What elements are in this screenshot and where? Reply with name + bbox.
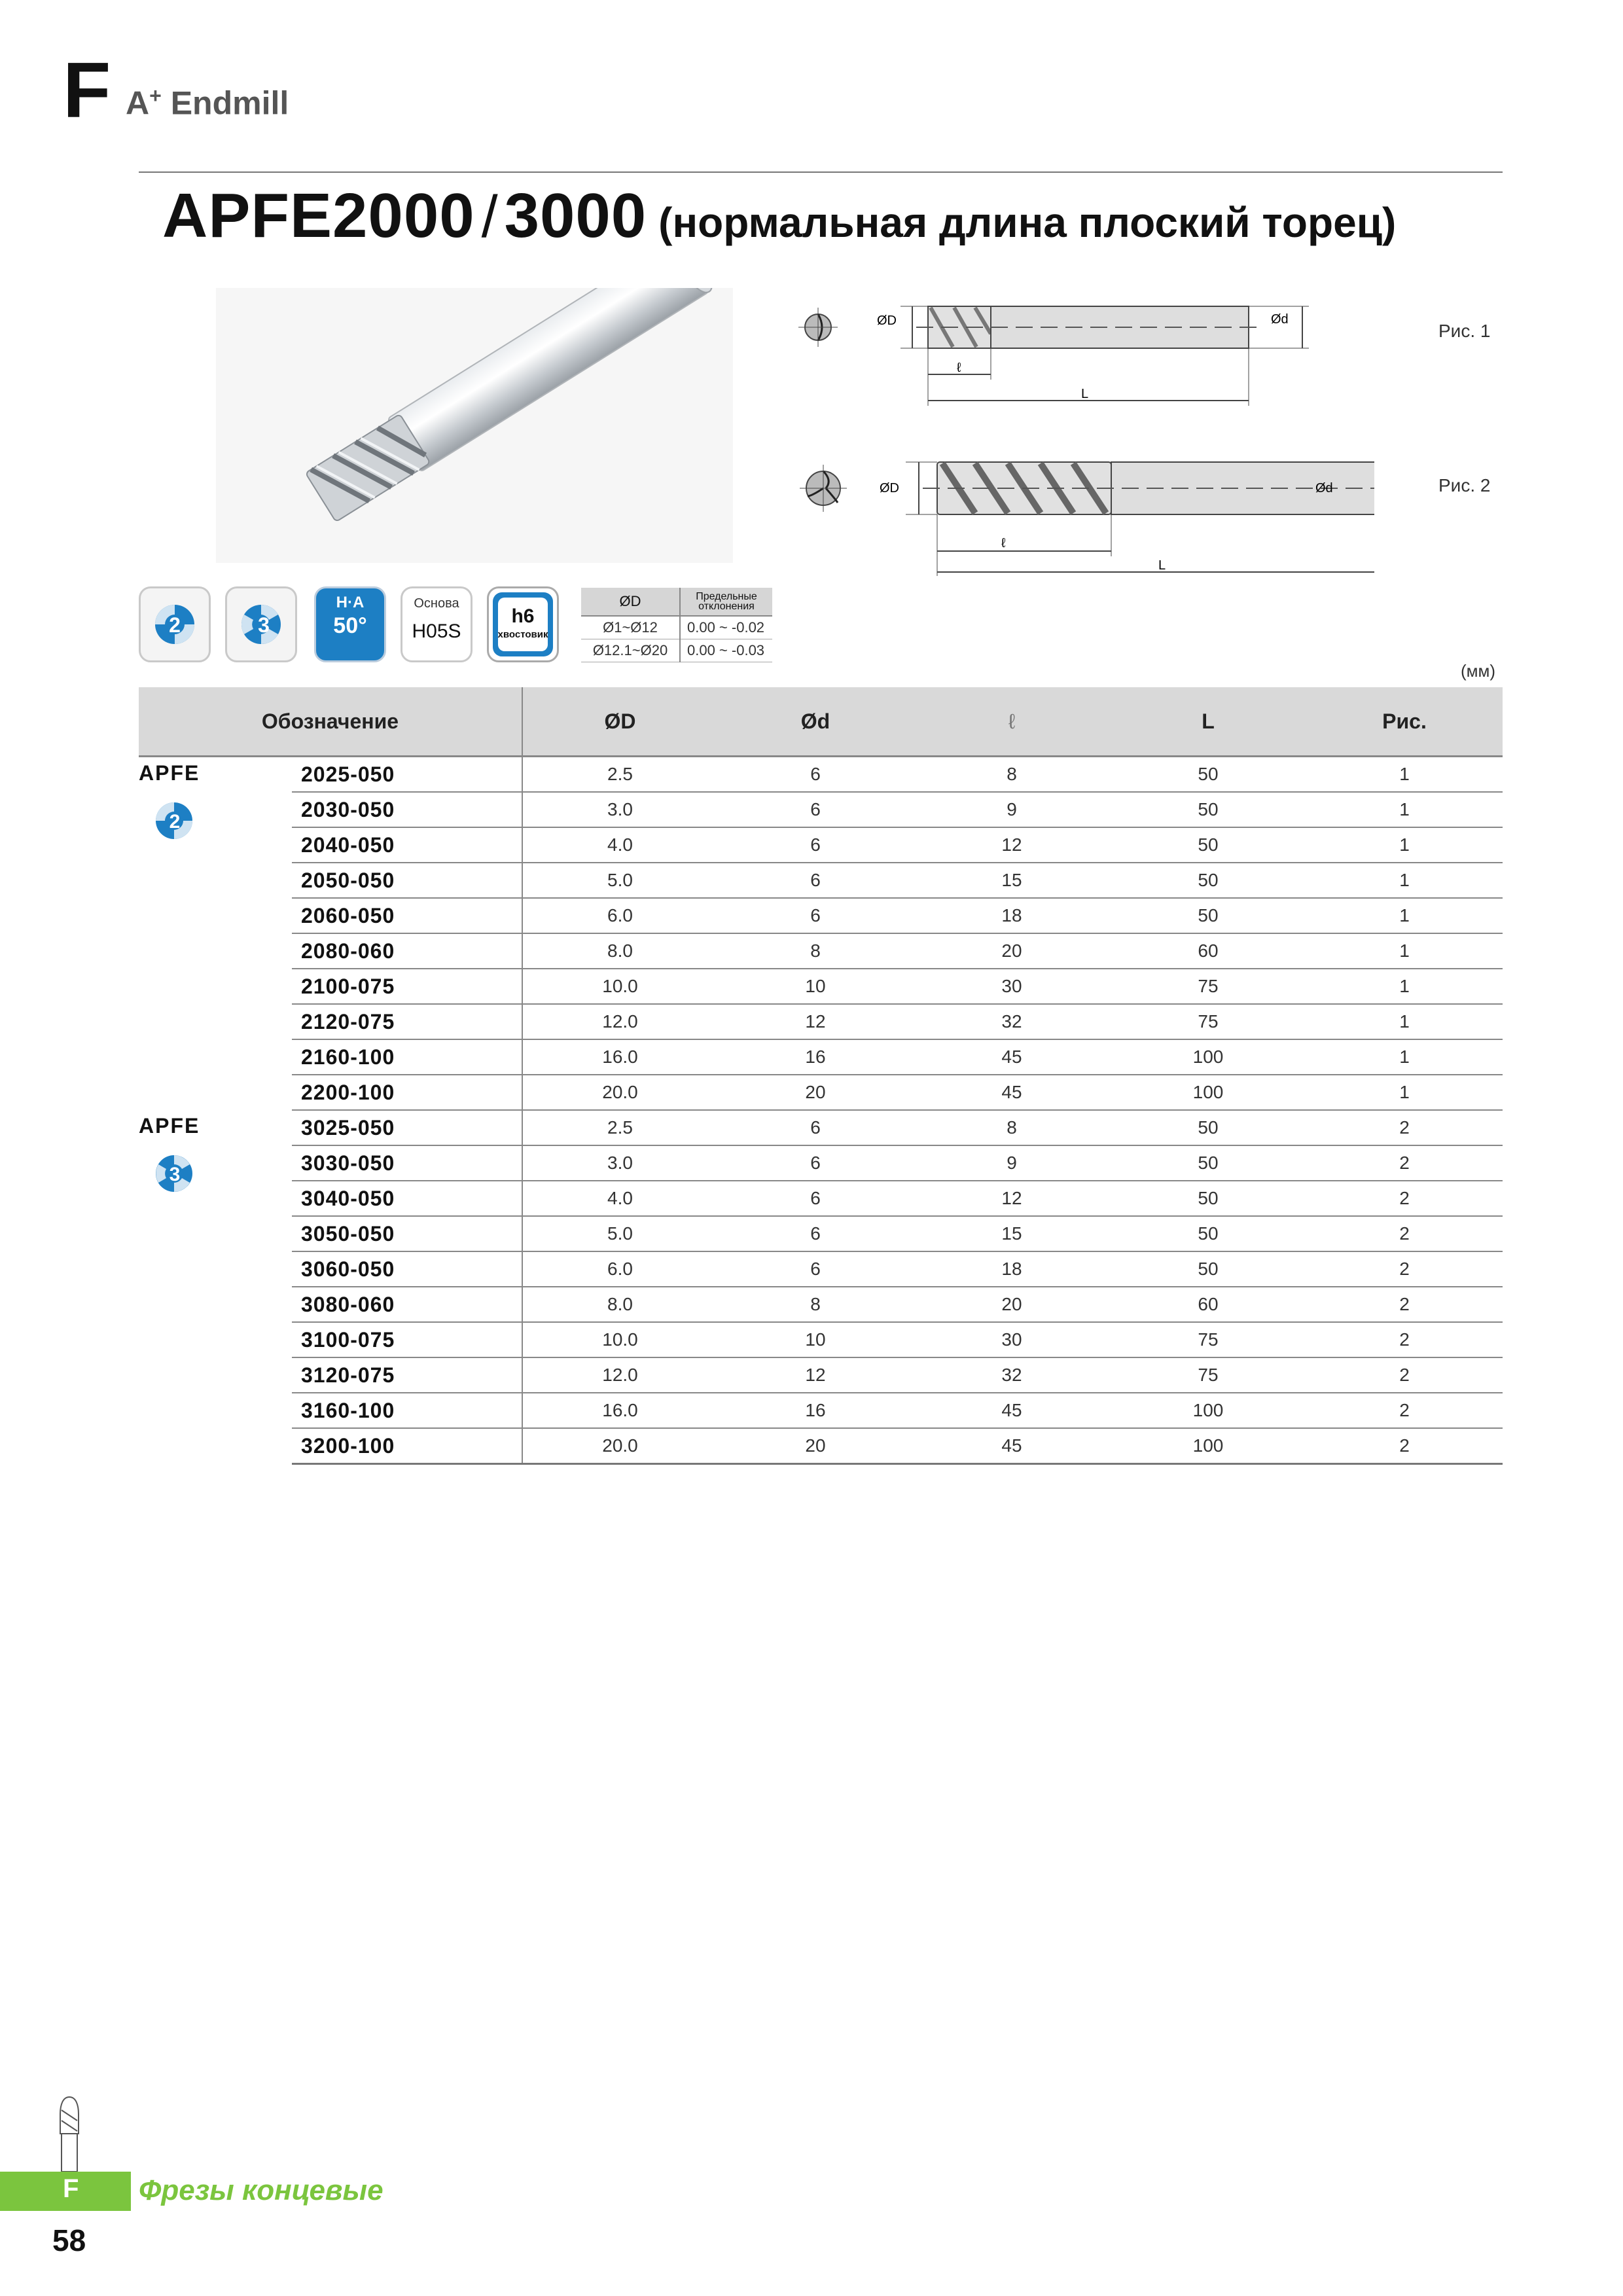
section-name-base: A — [126, 84, 150, 122]
cell-l: 45 — [914, 1039, 1110, 1075]
unit-label: (мм) — [1461, 661, 1496, 681]
table-row — [139, 1216, 1503, 1251]
product-code: 3025-050 — [292, 1110, 522, 1145]
cell-d: 6 — [717, 827, 914, 863]
cell-fig: 2 — [1306, 1322, 1503, 1357]
cell-d: 6 — [717, 1181, 914, 1216]
table-row — [139, 1181, 1503, 1216]
fig2-D-label: ØD — [880, 481, 899, 495]
header-D: ØD — [522, 687, 717, 757]
table-row — [139, 1075, 1503, 1110]
cell-L: 50 — [1110, 1145, 1306, 1181]
cell-l: 12 — [914, 827, 1110, 863]
cell-fig: 1 — [1306, 1039, 1503, 1075]
shank-label: хвостовик — [497, 629, 548, 640]
table-row — [139, 863, 1503, 898]
two-flute-number: 2 — [169, 613, 181, 637]
section-letter: F — [63, 46, 111, 134]
footer-section-letter: F — [63, 2174, 79, 2203]
product-code: 2120-075 — [292, 1004, 522, 1039]
fig1-l-label: ℓ — [957, 361, 961, 375]
tolerance-header-row — [581, 588, 772, 616]
helix-angle-badge — [314, 586, 386, 662]
three-flute-badge — [225, 586, 297, 662]
series-group-cell — [139, 1110, 292, 1464]
cell-l: 18 — [914, 898, 1110, 933]
header-fig: Рис. — [1306, 687, 1503, 757]
cell-D: 3.0 — [522, 1145, 717, 1181]
cell-fig: 1 — [1306, 792, 1503, 827]
table-row — [139, 1039, 1503, 1075]
table-row — [139, 1110, 1503, 1145]
fig2-d-label: Ød — [1315, 481, 1333, 495]
product-code: 2030-050 — [292, 792, 522, 827]
two-flute-icon — [148, 795, 200, 847]
flute-count: 3 — [169, 1164, 181, 1185]
shank-tolerance-value: h6 — [511, 605, 535, 627]
cell-l: 32 — [914, 1357, 1110, 1393]
table-row — [139, 757, 1503, 793]
cell-L: 75 — [1110, 1004, 1306, 1039]
fig1-d-label: Ød — [1271, 312, 1289, 327]
cell-L: 100 — [1110, 1428, 1306, 1464]
specification-table — [139, 687, 1503, 1465]
product-code: 3100-075 — [292, 1322, 522, 1357]
cell-D: 4.0 — [522, 1181, 717, 1216]
cell-l: 15 — [914, 1216, 1110, 1251]
cell-d: 8 — [717, 933, 914, 969]
three-flute-icon — [227, 588, 295, 660]
cell-L: 50 — [1110, 1110, 1306, 1145]
table-row — [139, 1322, 1503, 1357]
header-designation: Обозначение — [139, 687, 522, 757]
fig2-L-label: L — [1158, 558, 1166, 573]
product-code: 3060-050 — [292, 1251, 522, 1287]
product-code: 3120-075 — [292, 1357, 522, 1393]
figure1-caption: Рис. 1 — [1438, 321, 1491, 341]
cell-l: 45 — [914, 1393, 1110, 1428]
cell-fig: 2 — [1306, 1251, 1503, 1287]
cell-L: 50 — [1110, 1251, 1306, 1287]
cell-fig: 1 — [1306, 933, 1503, 969]
fig1-L-label: L — [1081, 387, 1089, 401]
product-code: 3160-100 — [292, 1393, 522, 1428]
cell-D: 10.0 — [522, 969, 717, 1004]
cell-l: 9 — [914, 1145, 1110, 1181]
series-label: APFE — [139, 1114, 200, 1138]
tolerance-row — [581, 639, 772, 662]
cell-l: 12 — [914, 1181, 1110, 1216]
cell-d: 16 — [717, 1393, 914, 1428]
product-code: 3050-050 — [292, 1216, 522, 1251]
cell-D: 8.0 — [522, 1287, 717, 1322]
table-row — [139, 827, 1503, 863]
cell-L: 50 — [1110, 1181, 1306, 1216]
product-code: 2100-075 — [292, 969, 522, 1004]
table-row — [139, 969, 1503, 1004]
section-name-sup: + — [149, 84, 162, 107]
figure1-drawing — [785, 281, 1374, 412]
cell-d: 6 — [717, 1251, 914, 1287]
fig1-D-label: ØD — [877, 314, 897, 328]
title-code-b: 3000 — [504, 181, 647, 251]
tolerance-range: Ø12.1~Ø20 — [581, 639, 680, 662]
cell-L: 50 — [1110, 827, 1306, 863]
cell-L: 50 — [1110, 1216, 1306, 1251]
cell-l: 18 — [914, 1251, 1110, 1287]
helix-label: H·A — [336, 594, 365, 611]
substrate-badge — [401, 586, 473, 662]
product-photo — [216, 288, 733, 563]
cell-d: 6 — [717, 1110, 914, 1145]
shank-tolerance-badge — [487, 586, 559, 662]
table-header-row — [139, 687, 1503, 757]
cell-d: 6 — [717, 792, 914, 827]
product-code: 3030-050 — [292, 1145, 522, 1181]
cell-L: 100 — [1110, 1075, 1306, 1110]
cell-L: 100 — [1110, 1039, 1306, 1075]
cell-d: 6 — [717, 1145, 914, 1181]
tolerance-range: Ø1~Ø12 — [581, 616, 680, 639]
cell-fig: 1 — [1306, 1004, 1503, 1039]
cell-fig: 2 — [1306, 1181, 1503, 1216]
two-flute-icon — [141, 588, 209, 660]
cell-L: 100 — [1110, 1393, 1306, 1428]
cell-L: 60 — [1110, 1287, 1306, 1322]
title-code-a: APFE2000 — [162, 181, 475, 251]
helix-angle-value: 50° — [333, 613, 367, 638]
table-row — [139, 1145, 1503, 1181]
cell-l: 30 — [914, 1322, 1110, 1357]
table-row — [139, 1393, 1503, 1428]
cell-d: 12 — [717, 1004, 914, 1039]
cell-D: 2.5 — [522, 757, 717, 793]
cell-L: 50 — [1110, 863, 1306, 898]
cell-D: 6.0 — [522, 1251, 717, 1287]
cell-d: 10 — [717, 969, 914, 1004]
figure2-drawing — [785, 439, 1374, 583]
product-code: 3080-060 — [292, 1287, 522, 1322]
section-name — [126, 84, 289, 122]
cell-l: 8 — [914, 1110, 1110, 1145]
title-slash: / — [481, 185, 498, 250]
table-body — [139, 757, 1503, 1464]
three-flute-icon — [148, 1147, 200, 1200]
cell-fig: 2 — [1306, 1428, 1503, 1464]
cell-l: 9 — [914, 792, 1110, 827]
cell-d: 10 — [717, 1322, 914, 1357]
table-row — [139, 1428, 1503, 1464]
cell-L: 75 — [1110, 1357, 1306, 1393]
table-row — [139, 1251, 1503, 1287]
cell-D: 20.0 — [522, 1075, 717, 1110]
cell-D: 10.0 — [522, 1322, 717, 1357]
series-label: APFE — [139, 761, 200, 785]
cell-l: 30 — [914, 969, 1110, 1004]
cell-l: 15 — [914, 863, 1110, 898]
cell-L: 75 — [1110, 1322, 1306, 1357]
cell-fig: 1 — [1306, 757, 1503, 793]
flute-count: 2 — [169, 811, 181, 833]
cell-fig: 2 — [1306, 1216, 1503, 1251]
two-flute-badge — [139, 586, 211, 662]
cell-D: 3.0 — [522, 792, 717, 827]
table-row — [139, 898, 1503, 933]
product-code: 2025-050 — [292, 757, 522, 793]
cell-d: 16 — [717, 1039, 914, 1075]
cell-D: 4.0 — [522, 827, 717, 863]
cell-d: 6 — [717, 1216, 914, 1251]
section-name-rest: Endmill — [161, 84, 289, 122]
cell-D: 5.0 — [522, 1216, 717, 1251]
cell-D: 12.0 — [522, 1004, 717, 1039]
cell-d: 12 — [717, 1357, 914, 1393]
table-row — [139, 792, 1503, 827]
tolerance-col-dev: Предельные отклонения — [680, 588, 772, 616]
cell-D: 16.0 — [522, 1393, 717, 1428]
cell-fig: 1 — [1306, 827, 1503, 863]
three-flute-number: 3 — [258, 613, 270, 637]
cell-D: 2.5 — [522, 1110, 717, 1145]
tolerance-dev: 0.00 ~ -0.03 — [680, 639, 772, 662]
cell-l: 8 — [914, 757, 1110, 793]
cell-fig: 1 — [1306, 1075, 1503, 1110]
table-row — [139, 933, 1503, 969]
cell-fig: 2 — [1306, 1145, 1503, 1181]
tolerance-row — [581, 616, 772, 639]
cell-d: 6 — [717, 863, 914, 898]
cell-L: 60 — [1110, 933, 1306, 969]
header-d: Ød — [717, 687, 914, 757]
cell-d: 20 — [717, 1075, 914, 1110]
product-code: 2200-100 — [292, 1075, 522, 1110]
cell-L: 50 — [1110, 757, 1306, 793]
fig2-l-label: ℓ — [1001, 536, 1006, 550]
cell-D: 8.0 — [522, 933, 717, 969]
cell-l: 45 — [914, 1428, 1110, 1464]
header-l: ℓ — [914, 687, 1110, 757]
header-divider — [139, 171, 1503, 173]
cell-l: 45 — [914, 1075, 1110, 1110]
product-code: 2050-050 — [292, 863, 522, 898]
cell-D: 16.0 — [522, 1039, 717, 1075]
cell-fig: 1 — [1306, 863, 1503, 898]
product-code: 2080-060 — [292, 933, 522, 969]
cell-L: 50 — [1110, 792, 1306, 827]
cell-D: 5.0 — [522, 863, 717, 898]
cell-d: 6 — [717, 898, 914, 933]
cell-l: 20 — [914, 933, 1110, 969]
cell-fig: 1 — [1306, 898, 1503, 933]
cell-fig: 2 — [1306, 1110, 1503, 1145]
cell-l: 20 — [914, 1287, 1110, 1322]
header-L: L — [1110, 687, 1306, 757]
tolerance-dev: 0.00 ~ -0.02 — [680, 616, 772, 639]
page-title — [162, 181, 1397, 251]
cell-D: 6.0 — [522, 898, 717, 933]
cell-D: 20.0 — [522, 1428, 717, 1464]
series-group-cell — [139, 757, 292, 1111]
table-row — [139, 1004, 1503, 1039]
cell-d: 8 — [717, 1287, 914, 1322]
cell-L: 75 — [1110, 969, 1306, 1004]
substrate-grade: H05S — [412, 620, 461, 642]
cell-fig: 2 — [1306, 1287, 1503, 1322]
title-description: (нормальная длина плоский торец) — [658, 199, 1397, 246]
footer-endmill-icon — [56, 2094, 82, 2176]
cell-D: 12.0 — [522, 1357, 717, 1393]
cell-fig: 2 — [1306, 1357, 1503, 1393]
tolerance-col-D: ØD — [581, 588, 680, 616]
cell-d: 20 — [717, 1428, 914, 1464]
footer-section-title: Фрезы концевые — [139, 2174, 383, 2206]
cell-L: 50 — [1110, 898, 1306, 933]
cell-d: 6 — [717, 757, 914, 793]
cell-fig: 1 — [1306, 969, 1503, 1004]
tolerance-table — [581, 588, 772, 662]
cell-fig: 2 — [1306, 1393, 1503, 1428]
table-row — [139, 1357, 1503, 1393]
page-number: 58 — [52, 2223, 86, 2257]
figure2-caption: Рис. 2 — [1438, 475, 1491, 495]
product-code: 2040-050 — [292, 827, 522, 863]
product-code: 2060-050 — [292, 898, 522, 933]
product-code: 3200-100 — [292, 1428, 522, 1464]
product-code: 2160-100 — [292, 1039, 522, 1075]
substrate-label: Основа — [414, 596, 459, 611]
cell-l: 32 — [914, 1004, 1110, 1039]
table-row — [139, 1287, 1503, 1322]
product-code: 3040-050 — [292, 1181, 522, 1216]
